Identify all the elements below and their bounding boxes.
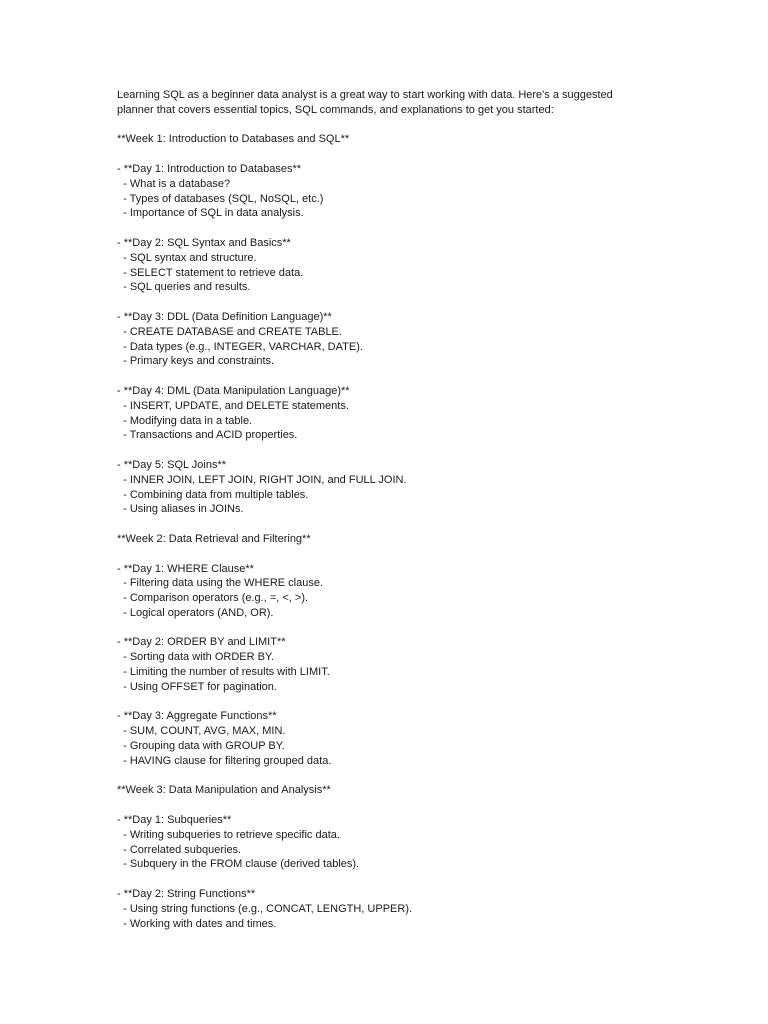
day-heading: - **Day 3: DDL (Data Definition Language)** — [117, 310, 332, 323]
week-section — [117, 132, 662, 532]
week-section — [117, 532, 662, 784]
blank-line — [117, 147, 662, 162]
day-section — [117, 562, 662, 621]
list-item: - Filtering data using the WHERE clause. — [117, 577, 324, 590]
day-heading: - **Day 1: Subqueries** — [117, 814, 232, 827]
list-item: - Comparison operators (e.g., =, <, >). — [117, 592, 309, 605]
list-item: - Types of databases (SQL, NoSQL, etc.) — [117, 192, 324, 205]
list-item: - INSERT, UPDATE, and DELETE statements. — [117, 399, 349, 412]
list-item: - Using OFFSET for pagination. — [117, 680, 277, 693]
list-item: - Using string functions (e.g., CONCAT, LENGTH, UPPER). — [117, 902, 413, 915]
day-heading: - **Day 3: Aggregate Functions** — [117, 710, 277, 723]
list-item: - Combining data from multiple tables. — [117, 488, 309, 501]
list-item: - Sorting data with ORDER BY. — [117, 651, 274, 664]
day-section — [117, 887, 662, 931]
list-item: - Importance of SQL in data analysis. — [117, 207, 304, 220]
blank-line — [117, 769, 662, 784]
week-heading: **Week 2: Data Retrieval and Filtering** — [117, 532, 311, 545]
blank-line — [117, 369, 662, 384]
list-item: - Correlated subqueries. — [117, 843, 242, 856]
list-item: - INNER JOIN, LEFT JOIN, RIGHT JOIN, and FULL JOIN. — [117, 473, 407, 486]
blank-line — [117, 443, 662, 458]
list-item: - Transactions and ACID properties. — [117, 429, 298, 442]
day-section — [117, 384, 662, 443]
blank-line — [117, 872, 662, 887]
intro-paragraph — [117, 88, 662, 118]
day-heading: - **Day 1: WHERE Clause** — [117, 562, 254, 575]
day-heading: - **Day 2: String Functions** — [117, 888, 256, 901]
week-heading: **Week 1: Introduction to Databases and SQL** — [117, 133, 350, 146]
day-section — [117, 635, 662, 694]
blank-line — [117, 517, 662, 532]
day-heading: - **Day 5: SQL Joins** — [117, 458, 227, 471]
list-item: - SQL syntax and structure. — [117, 251, 257, 264]
blank-line — [117, 798, 662, 813]
list-item: - CREATE DATABASE and CREATE TABLE. — [117, 325, 342, 338]
blank-line — [117, 621, 662, 636]
list-item: - Logical operators (AND, OR). — [117, 606, 274, 619]
list-item: - What is a database? — [117, 177, 231, 190]
week-section — [117, 783, 662, 931]
list-item: - Writing subqueries to retrieve specific data. — [117, 828, 340, 841]
list-item: - Subquery in the FROM clause (derived tables). — [117, 858, 360, 871]
day-section — [117, 310, 662, 369]
list-item: - Using aliases in JOINs. — [117, 503, 244, 516]
list-item: - Modifying data in a table. — [117, 414, 253, 427]
document-body — [117, 88, 662, 931]
list-item: - Primary keys and constraints. — [117, 355, 275, 368]
day-section — [117, 813, 662, 872]
day-heading: - **Day 2: SQL Syntax and Basics** — [117, 236, 291, 249]
day-section — [117, 162, 662, 221]
day-section — [117, 236, 662, 295]
day-heading: - **Day 2: ORDER BY and LIMIT** — [117, 636, 286, 649]
blank-line — [117, 118, 662, 133]
intro-line: planner that covers essential topics, SQL commands, and explanations to get you started: — [117, 103, 554, 116]
list-item: - Grouping data with GROUP BY. — [117, 740, 285, 753]
list-item: - Working with dates and times. — [117, 917, 277, 930]
list-item: - HAVING clause for filtering grouped data. — [117, 754, 332, 767]
blank-line — [117, 221, 662, 236]
blank-line — [117, 295, 662, 310]
blank-line — [117, 695, 662, 710]
intro-line: Learning SQL as a beginner data analyst is a great way to start working with data. Here's a suggested — [117, 89, 613, 101]
day-heading: - **Day 1: Introduction to Databases** — [117, 162, 302, 175]
day-heading: - **Day 4: DML (Data Manipulation Language)** — [117, 384, 350, 397]
week-heading: **Week 3: Data Manipulation and Analysis** — [117, 784, 331, 797]
list-item: - SUM, COUNT, AVG, MAX, MIN. — [117, 725, 286, 738]
list-item: - SQL queries and results. — [117, 281, 251, 294]
list-item: - Limiting the number of results with LIMIT. — [117, 666, 330, 679]
day-section — [117, 709, 662, 768]
day-section — [117, 458, 662, 517]
list-item: - Data types (e.g., INTEGER, VARCHAR, DATE). — [117, 340, 363, 353]
list-item: - SELECT statement to retrieve data. — [117, 266, 304, 279]
blank-line — [117, 547, 662, 562]
